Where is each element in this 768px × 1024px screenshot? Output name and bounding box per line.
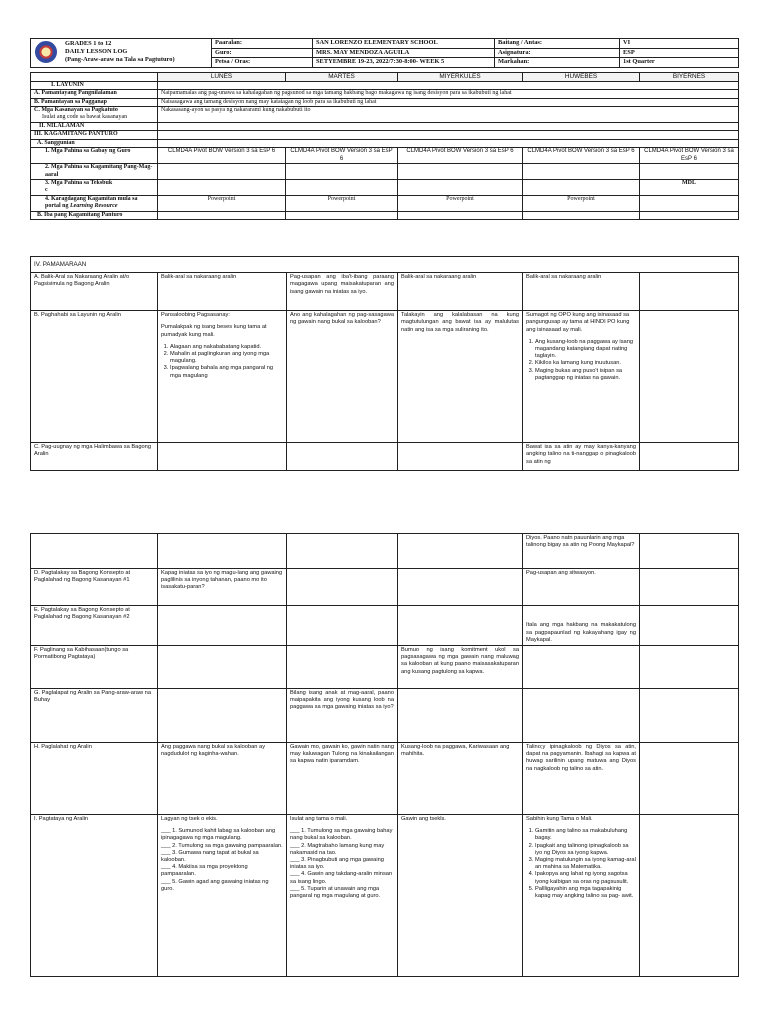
nilalaman-heading: II. NILALAMAN xyxy=(31,122,158,131)
kasanayan-text: Nakasasang-ayon sa pasya ng nakararami kung nakabubuti ito xyxy=(158,107,739,123)
learning-resource-italic: Learning Resource xyxy=(70,203,118,210)
gabay-guro-miyerkules: CLMD4A Pivot BOW Version 3 sa EsP 6 xyxy=(398,148,523,164)
kagamitan-heading: III. KAGAMITANG PANTURO xyxy=(31,131,158,140)
balik-aral-miyerkules: Balik-aral sa nakaraang aralin xyxy=(398,273,523,311)
list-item: ___ 3. Pinagbubuti ang mga gawaing iniatas sa iyo. xyxy=(290,857,384,871)
paghahabi-lunes-instruction: Pumalakpak ng isang beses kung tama at pumadyak kung mali. xyxy=(161,324,267,338)
paglalahat-miyerkules: Kusang-loob na paggawa, Kariwasaan ang mahihita. xyxy=(398,743,523,815)
day-huwebes: HUWEBES xyxy=(523,73,640,82)
list-item: 2. Mahalin at paglingkuran ang iyong mga magulang. xyxy=(170,351,283,365)
pagtataya-miyerkules: Gawin ang tsekls. xyxy=(398,815,523,977)
pagtalakay-2-label: E. Pagtalakay sa Bagong Konsepto at Paglalahad ng Bagong Kasanayan #2 xyxy=(31,606,158,646)
pagtataya-huwebes-list xyxy=(526,828,636,900)
pag-uugnay-huwebes-cont: Diyos. Paano natn pauunlarin ang mga talinong bigay sa atin ng Poong Maykapal? xyxy=(523,534,640,569)
balik-aral-lunes: Balik-aral sa nakaraang aralin xyxy=(158,273,287,311)
paglalahat-label: H. Paglalahat ng Aralin xyxy=(31,743,158,815)
kasanayan-cell xyxy=(31,107,158,123)
paghahabi-miyerkules: Talakayin ang kalalabasan na kung magtutulungan ang bawat isa ay malulutas natin ang isa sa mga suliraning ito. xyxy=(398,311,523,443)
list-item: 5. Pallligayahin ang mga tagapakinig kapag may angking talino sa pag- awit. xyxy=(535,886,636,900)
powerpoint-lunes: Powerpoint xyxy=(158,195,286,211)
teksbuk-label-b: c xyxy=(45,187,48,194)
pag-uugnay-huwebes: Bawat isa sa atin ay may kanya-kanyang angking talino na ti-nanggap o pinagkaloob sa atin ng xyxy=(523,443,640,471)
paglalahat-martes: Gawain mo, gawain ko, gawin natin nang may kaluwagan Tulong na kinakailangan sa kapwa natin iparamdam. xyxy=(287,743,398,815)
pang-mag-aaral-label: 2. Mga Pahina sa Kagamitang Pang-Mag-aaral xyxy=(31,164,158,180)
balik-aral-label: A. Balik-Aral sa Nakaraang Aralin at/o Pagsisimula ng Bagong Aralin xyxy=(31,273,158,311)
title-sub: (Pang-Araw-araw na Tala sa Pagtuturo) xyxy=(65,56,175,64)
asignatura-value: ESP xyxy=(620,48,739,58)
gabay-guro-lunes: CLMD4A Pivot BOW Version 3 sa EsP 6 xyxy=(158,148,286,164)
powerpoint-miyerkules: Powerpoint xyxy=(398,195,523,211)
pamamaraan-heading: IV. PAMAMARAAN xyxy=(31,257,739,273)
day-miyerkules: MIYERKULES xyxy=(398,73,523,82)
list-item: 4. Ipakopya ang lahat ng iyong sagotsa iyong kaibigan sa oras ng pagsusulit. xyxy=(535,871,636,885)
learning-resource-label xyxy=(31,195,158,211)
list-item: 1. Gamitin ang talino sa makabuluhang bagay. xyxy=(535,828,636,842)
gabay-guro-huwebes: CLMD4A Pivot BOW Version 3 sa EsP 6 xyxy=(523,148,640,164)
paglalapat-label: G. Paglalapat ng Aralin sa Pang-araw-araw na Buhay xyxy=(31,689,158,743)
powerpoint-huwebes: Powerpoint xyxy=(523,195,640,211)
pagtalakay-2-huwebes: Itala ang mga hakbang na makakatulong sa pagpapaunlad ng kakayahang igay ng Maykapal. xyxy=(523,606,640,646)
paaralan-label: Paaralan: xyxy=(212,39,313,49)
list-item: 3. Maging matulungin sa iyong kamag-aral an mahina sa Matematika. xyxy=(535,857,636,871)
list-item: ___ 4. Gawin ang takdang-aralin minsan sa isang lingo. xyxy=(290,871,393,885)
petsa-label: Petsa / Oras: xyxy=(212,58,313,68)
list-item: ___ 4. Makiisa sa mga proyektong pampaaralan. xyxy=(161,864,248,878)
header-title-cell xyxy=(31,39,212,68)
layunin-heading: I. LAYUNIN xyxy=(31,81,158,90)
teksbuk-label: 3. Mga Pahina sa Teksbuk xyxy=(45,179,113,186)
list-item: ___ 5. Tuparin at unawain ang mga pangaral ng mga magulang at guro. xyxy=(290,885,381,900)
pagtalakay-1-huwebes: Pag-usapan ang sitwasyon. xyxy=(523,569,640,606)
teksbuk-cell xyxy=(31,179,158,195)
kasanayan-label: C. Mga Kasanayan sa Pagkatuto xyxy=(34,107,118,113)
list-item: ___ 1. Sumunod kahit labag sa kalooban ang ipinagagawa ng mga magulang. xyxy=(161,828,276,842)
list-item: 3. Maging bukas ang puso't isipan sa pagtanggap ng iniatas na gawain. xyxy=(535,368,636,382)
baitang-value: VI xyxy=(620,39,739,49)
iba-pang-kagamitan-label: B. Iba pang Kagamitang Panturo xyxy=(31,211,158,220)
learning-resource-text: 4. Karagdagang Kagamitan mula sa portal ng xyxy=(45,195,138,210)
asignatura-label: Asignatura: xyxy=(495,48,620,58)
markahan-label: Markahan: xyxy=(495,58,620,68)
header-table xyxy=(30,38,739,68)
pamantayang-pangnilalaman-text: Naipamamalas ang pag-unawa sa kahalagahan ng pagsunod sa mga tamang hakbang bago makagawa ng isang desisyon para sa ikabubuti ng lahat xyxy=(158,90,739,99)
pamantayang-pangnilalaman-label: A. Pamantayang Pangnilalaman xyxy=(31,90,158,99)
paglalahat-lunes: Ang paggawa nang bukal sa kalooban ay nagdudulot ng kaginha-wahan. xyxy=(158,743,287,815)
list-item: 1. Alagaan ang nakababatang kapatid. xyxy=(170,344,283,351)
pamantayan-sa-pagganap-text: Naisasagawa ang tamang desisyon nang may katatagan ng loob para sa ikabubuti ng lahat xyxy=(158,98,739,107)
paglinang-label: F. Paglinang sa Kabihasaan(tungo sa Pormatibong Pagtataya) xyxy=(31,646,158,689)
gabay-guro-biyernes: CLMD4A Pivot BOW Version 3 sa EsP 6 xyxy=(640,148,739,164)
powerpoint-martes: Powerpoint xyxy=(286,195,398,211)
day-lunes: LUNES xyxy=(158,73,286,82)
guro-label: Guro: xyxy=(212,48,313,58)
pagtataya-lunes-intro: Lagyan ng tsek o ekis. xyxy=(161,816,218,822)
pagtalakay-1-label: D. Pagtalakay sa Bagong Konsepto at Paglalahad ng Bagong Kasanayan #1 xyxy=(31,569,158,606)
list-item: 2. Kikilos ka lamang kung inuutusan. xyxy=(535,360,636,367)
paghahabi-lunes-intro: Pansaloobing Pagsasanay: xyxy=(161,312,230,319)
pagtataya-huwebes xyxy=(523,815,640,977)
paghahabi-label: B. Paghahabi sa Layunin ng Aralin xyxy=(31,311,158,443)
title-dll: DAILY LESSON LOG xyxy=(65,48,128,56)
pagtataya-martes xyxy=(287,815,398,977)
pagtataya-label: I. Pagtataya ng Aralin xyxy=(31,815,158,977)
gabay-guro-label: 1. Mga Pahina sa Gabay ng Guro xyxy=(31,148,158,164)
paglinang-miyerkules: Bumuo ng isang komitment ukol sa pagsasagawa ng mga gawain nang maluwag sa kalooban at kung paano maisasakatuparan ang kusang pagtulong sa kapwa. xyxy=(398,646,523,689)
paghahabi-huwebes xyxy=(523,311,640,443)
paghahabi-huwebes-intro: Sumagot ng OPO kung ang isinasaad sa pangungusap ay tama at HINDI PO kung ang isinasaad ay mali. xyxy=(526,312,630,333)
gabay-guro-martes: CLMD4A Pivot BOW Version 3 sa EsP 6 xyxy=(286,148,398,164)
guro-value: MRS. MAY MENDOZA AGUILA xyxy=(313,48,495,58)
pamantayan-sa-pagganap-label: B. Pamantayan sa Pagganap xyxy=(31,98,158,107)
list-item: 3. Ipagwalang bahala ang mga pangaral ng mga magulang xyxy=(170,365,283,379)
pagtataya-martes-intro: Isulat ang tama o mali. xyxy=(290,816,348,822)
paaralan-value: SAN LORENZO ELEMENTARY SCHOOL xyxy=(313,39,495,49)
paghahabi-lunes-list xyxy=(161,344,283,380)
paglalahat-huwebes: Talino;y ipinagkaloob ng Diyos sa atin, dapat na pagyamanin. Ibahagi sa kapwa at huwag sarilinin upang matuwa ang Diyos na nagkaloob ng talino sa atin. xyxy=(523,743,640,815)
pagtalakay-1-lunes: Kapag iniatas sa iyo ng magu-lang ang gawaing paglilinis sa inyong tahanan, paano mo ito isasakatu-paran? xyxy=(158,569,287,606)
paghahabi-martes: Ano ang kahalagahan ng pag-sasagawa ng gawain nang bukal sa kalooban? xyxy=(287,311,398,443)
mdl-label: MDL xyxy=(640,179,739,195)
list-item: ___ 2. Tumulong sa mga gawaing pampaaralan. xyxy=(161,842,283,849)
paghahabi-huwebes-list xyxy=(526,339,636,382)
kasanayan-sub: Isulat ang code sa bawat kasanayan xyxy=(42,114,128,121)
list-item: ___ 3. Gumawa nang tapat at bukal sa kalooban. xyxy=(161,849,259,864)
pamamaraan-table-page2 xyxy=(30,533,739,977)
pag-uugnay-label: C. Pag-uugnay ng mga Halimbawa sa Bagong Aralin xyxy=(31,443,158,471)
paglalapat-martes: Bilang isang anak at mag-aaral, paano maipapakita ang iyong kusang loob na paggawa sa mga gawaing iniatas sa iyo? xyxy=(287,689,398,743)
baitang-label: Baitang / Antas: xyxy=(495,39,620,49)
day-martes: MARTES xyxy=(286,73,398,82)
title-grades: GRADES 1 to 12 xyxy=(65,40,112,47)
pagtataya-huwebes-intro: Sabihin kung Tama o Mali. xyxy=(526,816,593,822)
day-biyernes: BIYERNES xyxy=(640,73,739,82)
pagtataya-lunes xyxy=(158,815,287,977)
balik-aral-huwebes: Balik-aral sa nakaraang aralin xyxy=(523,273,640,311)
markahan-value: 1st Quarter xyxy=(620,58,739,68)
pamamaraan-table-page1 xyxy=(30,256,739,471)
deped-seal-logo xyxy=(35,41,57,63)
list-item: ___ 1. Tumulong sa mga gawaing bahay nang bukal sa kalooban. xyxy=(290,828,393,842)
petsa-value: SETYEMBRE 19-23, 2022/7:30-8:00- WEEK 5 xyxy=(313,58,495,68)
list-item: ___ 2. Magtrabaho lamang kung may nakamasid na tao. xyxy=(290,842,385,856)
paghahabi-lunes xyxy=(158,311,287,443)
sanggunian-label: A. Sanggunian xyxy=(31,139,158,148)
balik-aral-martes: Pag-usapan ang iba't-ibang paraang magagawa upang maisakatuparan ang isang gawain na iniatas sa iyo. xyxy=(287,273,398,311)
list-item: 2. Ipagkait ang talinong ipinagkaloob sa iyo ng Diyos sa iyong kapwa. xyxy=(535,843,636,857)
lesson-objectives-table xyxy=(30,72,739,220)
list-item: ___ 5. Gawin agad ang gawaing iniatas ng guro. xyxy=(161,878,269,892)
list-item: 1. Ang kusang-loob na paggawa ay isang magandang katangiang dapat nating taglayin. xyxy=(535,339,636,361)
